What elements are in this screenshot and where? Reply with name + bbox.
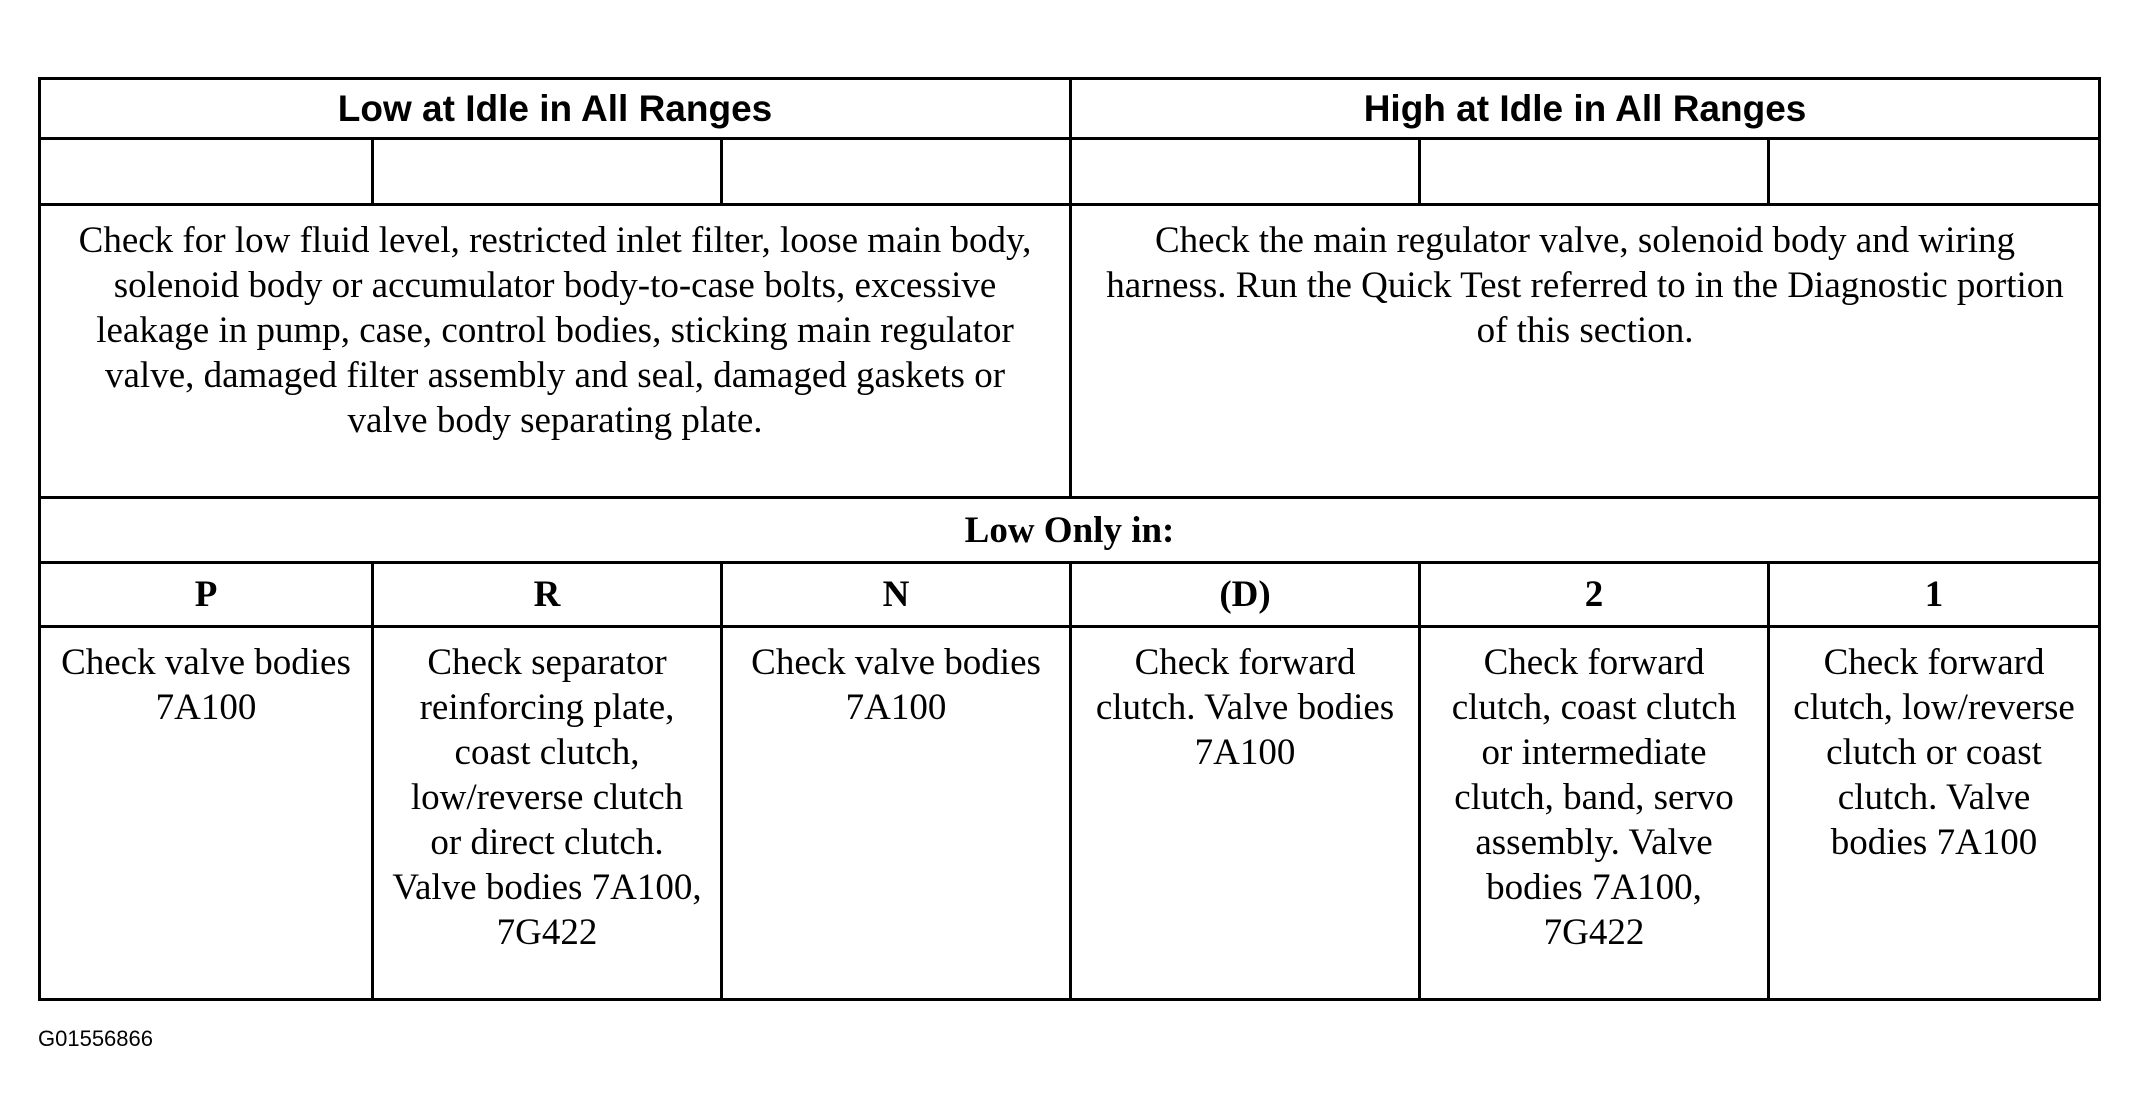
- range-header-d: (D): [1071, 563, 1420, 627]
- empty-cell: [1420, 139, 1769, 205]
- pressure-diagnosis-table: [38, 77, 2101, 1001]
- low-at-idle-description: Check for low fluid level, restricted inlet filter, loose main body, solenoid body or accumulator body-to-case bolts, excessive leakage in pump, case, control bodies, sticking main regulator valve, damaged filter assembly and seal, damaged gaskets or valve body separating plate.: [40, 205, 1071, 498]
- empty-cell: [1769, 139, 2100, 205]
- empty-cell: [373, 139, 722, 205]
- range-header-r: R: [373, 563, 722, 627]
- empty-cell: [40, 139, 373, 205]
- empty-cell: [722, 139, 1071, 205]
- range-text-2: Check forward clutch, coast clutch or intermediate clutch, band, servo assembly. Valve bodies 7A100, 7G422: [1420, 627, 1769, 1000]
- range-header-2: 2: [1420, 563, 1769, 627]
- range-header-n: N: [722, 563, 1071, 627]
- range-header-1: 1: [1769, 563, 2100, 627]
- empty-cell: [1071, 139, 1420, 205]
- range-header-p: P: [40, 563, 373, 627]
- header-low-at-idle: Low at Idle in All Ranges: [40, 79, 1071, 139]
- header-high-at-idle: High at Idle in All Ranges: [1071, 79, 2100, 139]
- range-text-r: Check separator reinforcing plate, coast clutch, low/reverse clutch or direct clutch. Valve bodies 7A100, 7G422: [373, 627, 722, 1000]
- low-only-in-header: Low Only in:: [40, 498, 2100, 563]
- figure-id: G01556866: [38, 1026, 153, 1051]
- range-text-p: Check valve bodies 7A100: [40, 627, 373, 1000]
- range-text-n: Check valve bodies 7A100: [722, 627, 1071, 1000]
- range-text-1: Check forward clutch, low/reverse clutch or coast clutch. Valve bodies 7A100: [1769, 627, 2100, 1000]
- high-at-idle-description: Check the main regulator valve, solenoid body and wiring harness. Run the Quick Test referred to in the Diagnostic portion of this section.: [1071, 205, 2100, 498]
- range-text-d: Check forward clutch. Valve bodies 7A100: [1071, 627, 1420, 1000]
